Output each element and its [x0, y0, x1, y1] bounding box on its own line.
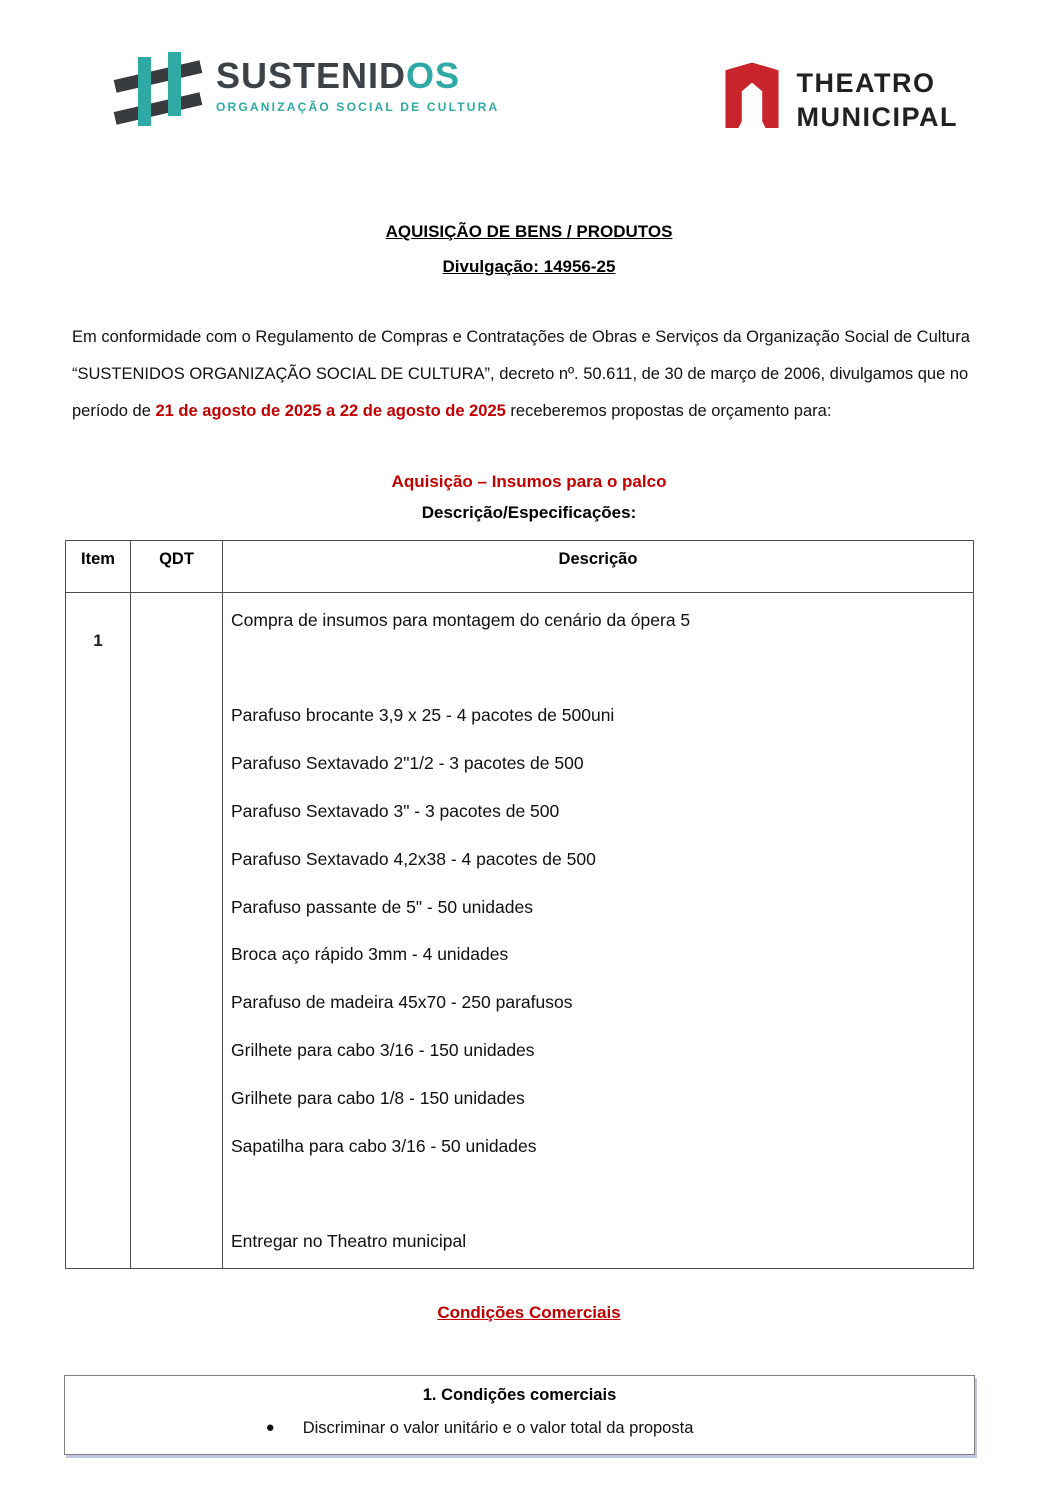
description-line: Parafuso brocante 3,9 x 25 - 4 pacotes de 500uni: [231, 705, 615, 726]
intro-part2: receberemos propostas de orçamento para:: [505, 401, 832, 420]
commercial-conditions-box: [64, 1375, 975, 1455]
theatro-line2: MUNICIPAL: [796, 102, 958, 133]
theatro-municipal-logo: [721, 60, 959, 134]
description-line: Sapatilha para cabo 3/16 - 50 unidades: [231, 1135, 537, 1156]
description-line: Parafuso passante de 5" - 50 unidades: [231, 896, 533, 917]
commercial-conditions-heading: Condições Comerciais: [437, 1303, 621, 1323]
description-line: Broca aço rápido 3mm - 4 unidades: [231, 944, 509, 965]
description-line: [231, 645, 971, 693]
description-line: Compra de insumos para montagem do cenário da ópera 5: [231, 609, 691, 630]
intro-part1: Em conformidade com o Regulamento de Compras e Contratações de Obras e Serviços da Organização Social de Cultura “SUSTENIDOS ORGANIZAÇÃO SOCIAL DE CULTURA”, decreto nº. 50.611, de 30 de março de 2006, divulgamos que no período de: [72, 328, 970, 420]
sustenidos-tagline: ORGANIZAÇÃO SOCIAL DE CULTURA: [216, 100, 500, 114]
description-line: Grilhete para cabo 1/8 - 150 unidades: [231, 1087, 525, 1108]
intro-date-range: 21 de agosto de 2025 a 22 de agosto de 2025: [155, 401, 506, 420]
column-header-item: Item: [66, 540, 131, 592]
sustenidos-name: SUSTENIDOS: [216, 55, 461, 96]
section-heading: Aquisição – Insumos para o palco: [391, 471, 667, 491]
item-number-cell: 1: [66, 592, 131, 1268]
sustenidos-logo: [116, 52, 499, 126]
section-subheading: Descrição/Especificações:: [421, 502, 637, 522]
theatro-arch-icon: [721, 60, 783, 128]
qdt-cell: [131, 592, 223, 1268]
document-subtitle: Divulgação: 14956-25: [442, 257, 616, 277]
description-line: Entregar no Theatro municipal: [231, 1231, 467, 1252]
header: [0, 0, 1058, 134]
description-line: Parafuso Sextavado 2"1/2 - 3 pacotes de 500: [231, 753, 584, 774]
theatro-logo-text: [797, 60, 959, 134]
description-line: Parafuso de madeira 45x70 - 250 parafusos: [231, 992, 573, 1013]
table-row: [66, 592, 974, 1268]
column-header-qdt: QDT: [131, 540, 223, 592]
sustenidos-logo-text: [216, 52, 499, 114]
description-line: Parafuso Sextavado 4,2x38 - 4 pacotes de 500: [231, 848, 596, 869]
specification-table: [65, 540, 974, 1269]
bullet-icon: ●: [265, 1419, 275, 1437]
description-cell: [223, 592, 974, 1268]
intro-paragraph: [72, 319, 984, 430]
table-header-row: [66, 540, 974, 592]
description-line: Grilhete para cabo 3/16 - 150 unidades: [231, 1040, 535, 1061]
condition-bullet-item: ● Discriminar o valor unitário e o valor total da proposta: [265, 1419, 694, 1438]
column-header-descricao: Descrição: [223, 540, 974, 592]
theatro-line1: THEATRO: [796, 68, 936, 98]
document-title: AQUISIÇÃO DE BENS / PRODUTOS: [385, 222, 673, 242]
sharp-icon: [116, 52, 212, 126]
commercial-box-title: 1. Condições comerciais: [422, 1386, 617, 1405]
description-line: [231, 1170, 971, 1218]
description-line: Parafuso Sextavado 3" - 3 pacotes de 500: [231, 801, 560, 822]
sustenidos-name-accent: OS: [406, 55, 461, 96]
